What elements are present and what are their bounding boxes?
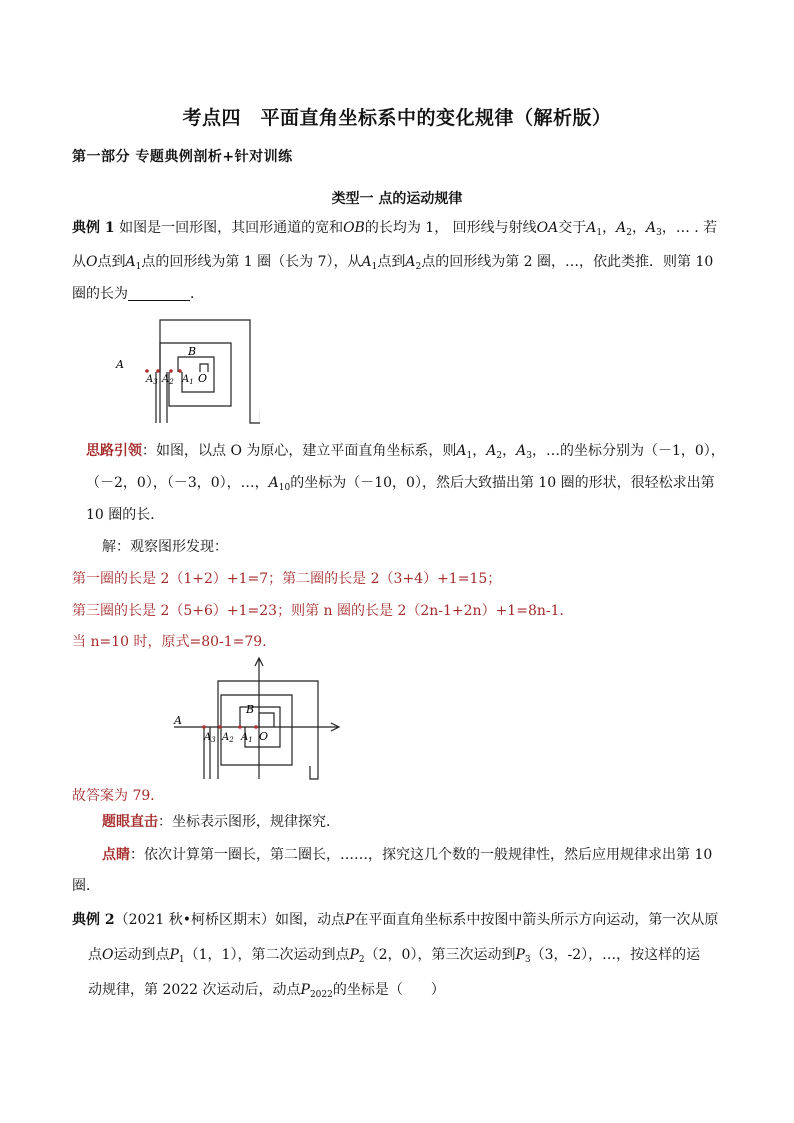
solution-step2: 第三圈的长是 2（5+6）+1=23；则第 n 圈的长是 2（2n-1+2n）+1=8n-1． (72, 603, 574, 619)
hint-label: 思路引领 (86, 443, 142, 459)
example1-line1: 典例 1 如图是一回形图，其回形通道的宽和OB的长均为 1， 回形线与射线OA交于$A_1$，$A_2$，$A_3$，… . 若 (72, 220, 718, 238)
example1-label: 典例 1 (72, 220, 115, 236)
answer-line: 故答案为 79． (72, 788, 165, 804)
solution-step3: 当 n=10 时，原式=80-1=79． (72, 634, 277, 650)
example2-line3: 动规律，第 2022 次运动后，动点$P_{2022}$的坐标是（ ） (88, 982, 445, 1000)
label-a1: $A_1$ (182, 374, 194, 386)
page-title: 考点四 平面直角坐标系中的变化规律（解析版） (182, 107, 612, 129)
key-point-label: 点睛 (102, 847, 130, 863)
hint-line1: 思路引领：如图，以点 O 为原心，建立平面直角坐标系，则$A_1$，$A_2$，$A_3$，…的坐标分别为（－1，0）， (86, 443, 725, 461)
section-heading: 第一部分 专题典例剖析+针对训练 (72, 149, 293, 165)
label-point-b: B (246, 703, 255, 716)
key-point-line2: 圈． (72, 878, 100, 894)
label-point-a: A (174, 714, 182, 727)
example1-line3: 圈的长为 ． (72, 286, 204, 302)
hint-line2: （－2，0），（－3，0），…，$A_{10}$的坐标为（－10，0），然后大致描出第 10 圈的形状，很轻松求出第 (86, 475, 715, 493)
key-point-line1: 点睛：依次计算第一圈长，第二圈长，……，探究这几个数的一般规律性，然后应用规律求出第 10 (102, 847, 713, 863)
example1-line2: 从O点到$A_1$点的回形线为第 1 圈（长为 7），从$A_1$点到$A_2$点的回形线为第 2 圈，…，依此类推．则第 10 (72, 254, 714, 272)
label-point-o: O (198, 372, 208, 385)
hint-line3: 10 圈的长． (86, 507, 165, 523)
type-heading: 类型一 点的运动规律 (331, 191, 463, 207)
answer-blank (128, 286, 190, 301)
solution-intro: 解：观察图形发现： (102, 539, 228, 555)
label-point-b: B (188, 345, 197, 358)
label-point-o: O (259, 730, 269, 743)
spiral-figure-1 (110, 312, 260, 427)
example2-line1: 典例 2（2021 秋•柯桥区期末）如图，动点P在平面直角坐标系中按图中箭头所示方向运动，第一次从原 (72, 912, 719, 928)
label-a2: $A_2$ (222, 732, 234, 744)
comment-line: 题眼直击：坐标表示图形，规律探究． (102, 814, 340, 830)
label-point-a: A (116, 358, 124, 371)
example2-line2: 点O运动到点$P_1(1$，1），第二次运动到点$P_2(2$，0），第三次运动到$P_3(3$，-2），…，按这样的运 (88, 947, 701, 965)
example2-label: 典例 2 (72, 912, 115, 928)
label-a3: $A_3$ (146, 374, 158, 386)
label-a3: $A_3$ (204, 732, 216, 744)
label-a1: $A_1$ (241, 732, 253, 744)
spiral-figure-2 (168, 655, 348, 785)
label-a2: $A_2$ (162, 374, 174, 386)
solution-step1: 第一圈的长是 2（1+2）+1=7；第二圈的长是 2（3+4）+1=15； (72, 571, 502, 587)
comment-label: 题眼直击 (102, 814, 158, 830)
